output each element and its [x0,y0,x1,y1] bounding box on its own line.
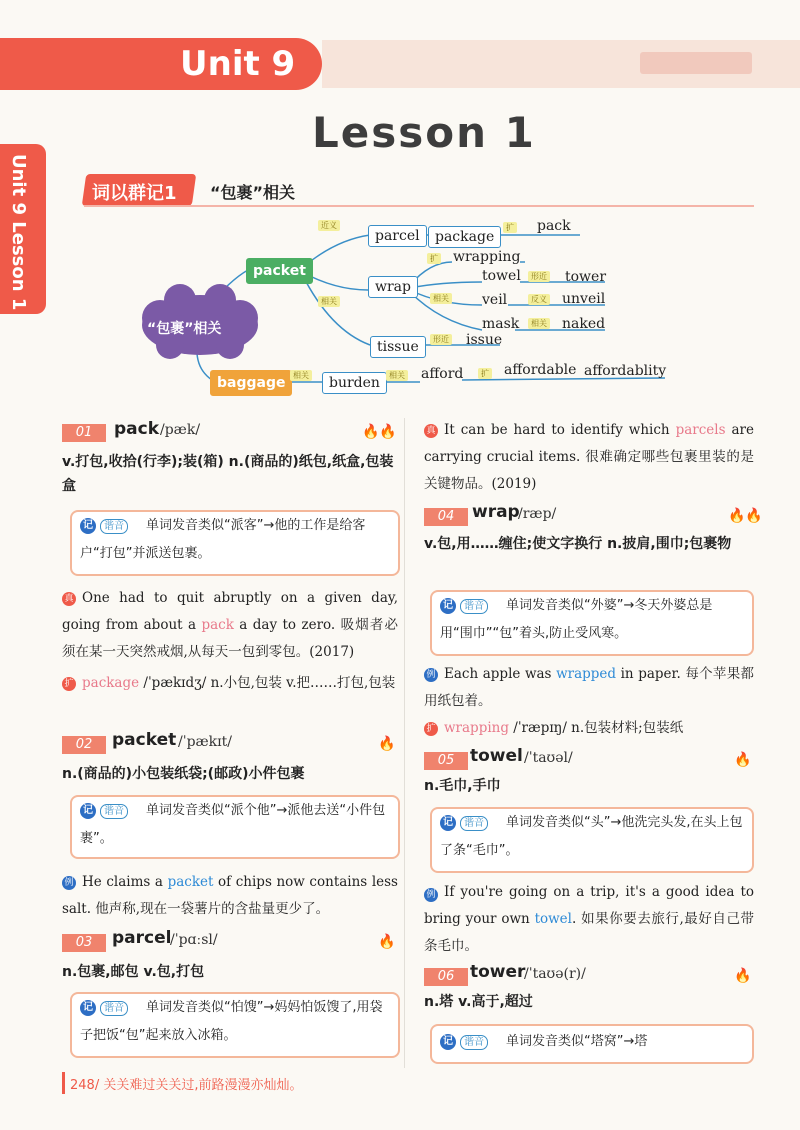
entry-phonetic: /ˈtaʊəl/ [524,750,573,766]
column-divider [404,418,405,1068]
node-baggage: baggage [210,370,292,396]
flame-icon: 🔥🔥 [728,508,763,524]
entry-number: 02 [62,736,106,754]
memo-icon: 记 [440,598,456,614]
extension: wrapping /ˈræpɪŋ/ n.包装材料;包装纸 [444,720,684,736]
extension: package /ˈpækɪdʒ/ n.小包,包装 v.把……打包,包装 [82,675,396,691]
extend-icon: 扩 [424,722,438,736]
group-badge-label: 词以群记1 [92,183,177,204]
entry-phonetic: /ˈtaʊə(r)/ [524,966,586,982]
tag-opp: 反义 [528,294,550,305]
mindmap-center: “包裹”相关 [147,321,222,337]
node-package: package [428,226,501,248]
node-affordable: affordable [504,362,577,378]
entry-word: parcel [112,928,172,948]
example-sentence: Each apple was wrapped in paper. 每个苹果都用纸包着。 [424,666,754,709]
entry-phonetic: /pæk/ [160,422,201,438]
memo-icon: 记 [80,1000,96,1016]
node-tower: tower [565,269,607,285]
entry-number: 05 [424,752,468,770]
node-issue: issue [466,332,503,348]
entry-definition: v.包,用……缠住;使文字换行 n.披肩,围巾;包裹物 [424,536,732,552]
entry-number: 04 [424,508,468,526]
tag-near: 近义 [318,220,340,231]
example-icon: 例 [424,888,438,902]
lesson-title: Lesson 1 [312,108,536,157]
tag-form: 形近 [430,334,452,345]
memo-text: 单词发音类似“派客”→他的工作是给客户“打包”并派送包裹。 [80,518,366,561]
example-sentence: If you're going on a trip, it's a good idea to bring your own towel. 如果你要去旅行,最好自己带条毛巾。 [424,884,755,954]
memo-text: 单词发音类似“塔窝”→塔 [506,1034,648,1049]
memo-tag: 谐音 [100,804,128,819]
flame-icon: 🔥🔥 [362,424,397,440]
node-veil: veil [482,292,508,308]
entry-definition: n.(商品的)小包装纸袋;(邮政)小件包裹 [62,766,305,782]
node-parcel: parcel [368,225,427,247]
node-naked: naked [562,316,606,332]
memo-icon: 记 [80,518,96,534]
tag-ext: 扩 [503,222,517,233]
memo-icon: 记 [440,815,456,831]
node-wrapping: wrapping [453,249,521,265]
example-sentence: One had to quit abruptly on a given day, going from about a pack a day to zero. 吸烟者必须在某一天突然戒烟,从每天一包到零包。(2017) [62,590,398,660]
memo-text: 单词发音类似“头”→他洗完头发,在头上包了条“毛巾”。 [440,815,743,858]
memo-text: 单词发音类似“怕馊”→妈妈怕饭馊了,用袋子把饭“包”起来放入冰箱。 [80,1000,383,1043]
side-tab-label: Unit 9 Lesson 1 [8,154,29,311]
node-mask: mask [482,316,520,332]
memo-tag: 谐音 [460,816,488,831]
node-pack: pack [537,218,571,234]
tag-rel: 相关 [386,370,408,381]
node-packet: packet [246,258,313,284]
node-burden: burden [322,372,387,394]
flame-icon: 🔥 [734,968,752,984]
node-unveil: unveil [562,291,606,307]
group-title: “包裹”相关 [210,183,296,202]
entry-word: tower [470,962,526,982]
tag-rel: 相关 [430,293,452,304]
example-icon: 例 [62,876,76,890]
exam-icon: 真 [62,592,76,606]
memo-tag: 谐音 [100,519,128,534]
example-sentence: He claims a packet of chips now contains less salt. 他声称,现在一袋薯片的含盐量更少了。 [62,874,398,917]
memo-icon: 记 [440,1034,456,1050]
entry-definition: v.打包,收拾(行李);装(箱) n.(商品的)纸包,纸盒,包装盒 [62,454,394,494]
entry-phonetic: /ræp/ [518,506,557,522]
memo-icon: 记 [80,803,96,819]
entry-definition: n.毛巾,手巾 [424,778,501,794]
node-towel: towel [482,268,521,284]
node-affordability: affordablity [584,363,667,379]
tag-rel: 相关 [290,370,312,381]
flame-icon: 🔥 [734,752,752,768]
exam-icon: 真 [424,424,438,438]
entry-word: pack [114,419,160,439]
memo-tag: 谐音 [100,1001,128,1016]
tag-ext: 扩 [427,253,441,264]
tag-rel: 相关 [528,318,550,329]
memo-text: 单词发音类似“外婆”→冬天外婆总是用“围巾”“包”着头,防止受风寒。 [440,598,713,641]
entry-number: 03 [62,934,106,952]
node-wrap: wrap [368,276,418,298]
memo-text: 单词发音类似“派个他”→派他去送“小件包裹”。 [80,803,386,846]
example-icon: 例 [424,668,438,682]
entry-phonetic: /ˈpækɪt/ [178,734,232,750]
memo-tag: 谐音 [460,599,488,614]
unit-title: Unit 9 [180,44,296,84]
flame-icon: 🔥 [378,736,396,752]
entry-word: wrap [472,502,520,522]
entry-word: packet [112,730,177,750]
tag-form: 形近 [528,271,550,282]
memo-tag: 谐音 [460,1035,488,1050]
entry-phonetic: /ˈpɑːsl/ [170,932,218,948]
entry-number: 06 [424,968,468,986]
example-sentence: It can be hard to identify which parcels are carrying crucial items. 很难确定哪些包裹里装的是关键物品。(2019) [424,422,754,492]
entry-definition: n.包裹,邮包 v.包,打包 [62,964,205,980]
footer-text: 248/ 关关难过关关过,前路漫漫亦灿灿。 [70,1078,303,1093]
extend-icon: 扩 [62,677,76,691]
footer-bar [62,1072,65,1094]
entry-definition: n.塔 v.高于,超过 [424,994,533,1010]
node-afford: afford [421,366,464,382]
entry-number: 01 [62,424,106,442]
flame-icon: 🔥 [378,934,396,950]
node-tissue: tissue [370,336,426,358]
tag-ext: 扩 [478,368,492,379]
entry-word: towel [470,746,523,766]
tag-rel: 相关 [318,296,340,307]
